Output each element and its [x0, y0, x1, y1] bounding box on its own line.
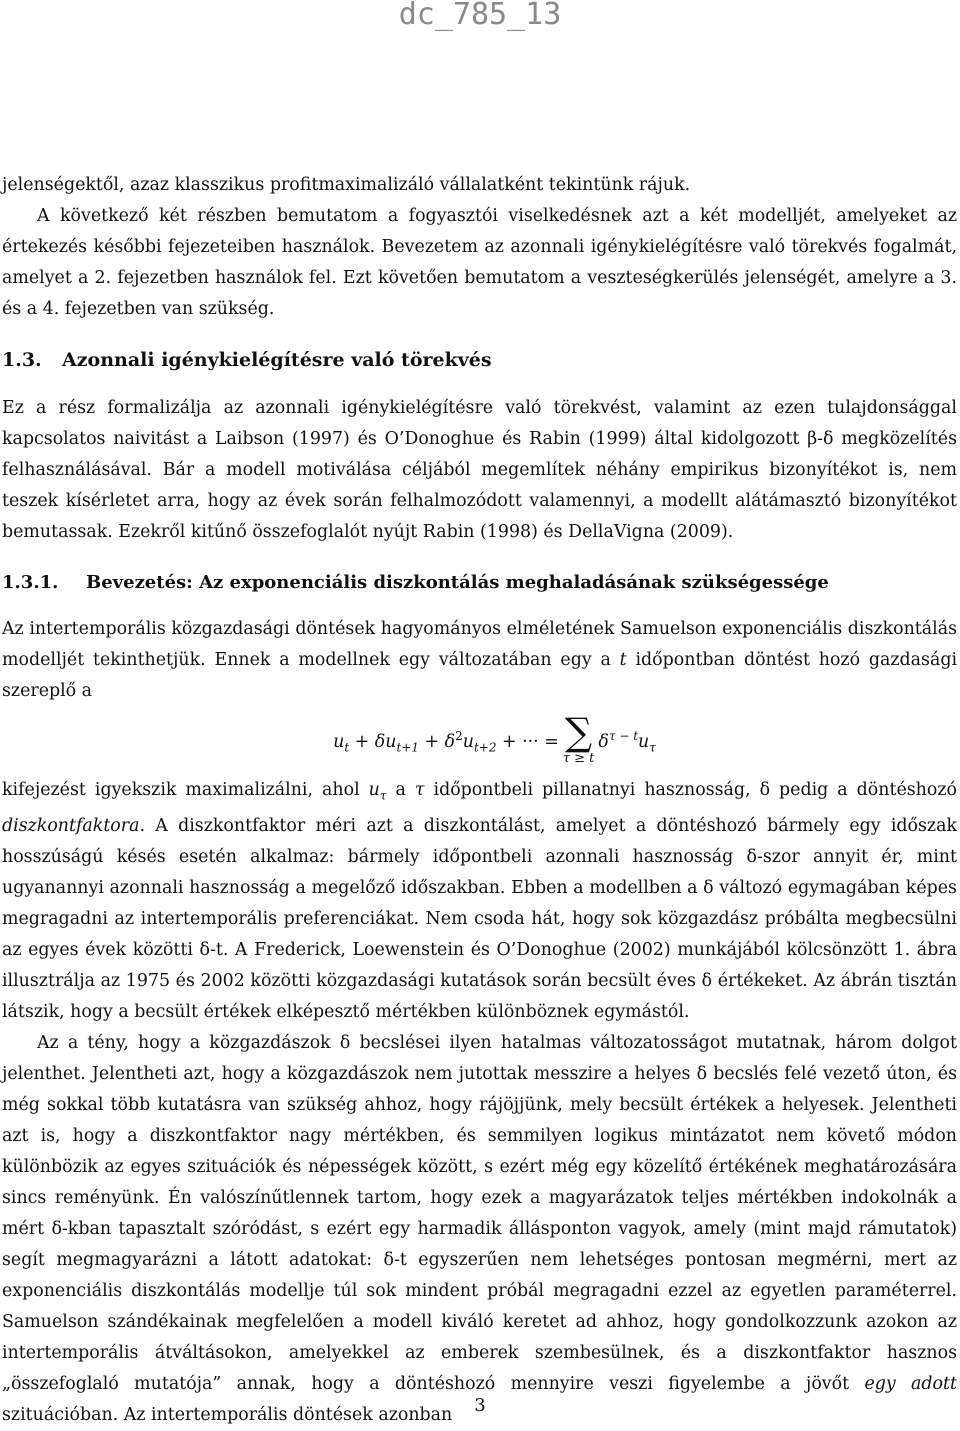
equation-explanation: kifejezést igyekszik maximalizálni, ahol $u_\tau$ a τ időpontbeli pillanatnyi hasznosság, δ pedig a döntéshozó diszkontfaktora. A diszkontfaktor méri azt a diszkontálást, amelyet a döntéshozó bármely egy időszak hosszúságú késés esetén alkalmaz: bármely időpontbeli azonnali hasznosság δ-szor annyit ér, mint ugyanannyi azonnali hasznosság a megelőző időszakban. Ebben a modellben a δ változó egymagában képes megragadni az intertemporális preferenciákat. Nem csoda hát, hogy sok közgazdász próbálta megbecsülni az egyes évek közötti δ-t. A Frederick, Loewenstein és O’Donoghue (2002) munkájából kölcsönzött 1. ábra illusztrálja az 1975 és 2002 közötti közgazdasági kutatások során becsült éves δ értékeket. Az ábrán tisztán látszik, hogy a becsült értékek elképesztő mértékben különböznek egymástól.	[2, 780, 957, 1023]
discounting-equation	[2, 710, 957, 775]
document-id-header: dc_785_13	[398, 0, 562, 32]
section-paragraph: Ez a rész formalizálja az azonnali igénykielégítésre való törekvést, valamint az ezen tulajdonsággal kapcsolatos naivitást a Laibson (1997) és O’Donoghue és Rabin (1999) által kidolgozott β-δ megközelítés felhasználásával. Bár a modell motiválása céljából megemlítek néhány empirikus bizonyítékot is, nem teszek kísérletet arra, hogy az évek során felhalmozódott valamennyi, a modellt alátámasztó bizonyítékot bemutassak. Ezekről kitűnő összefoglalót nyújt Rabin (1998) és DellaVigna (2009).	[2, 398, 957, 542]
subsection-heading	[2, 569, 957, 597]
summation-term: $\delta^{\tau - t}u_\tau$	[598, 729, 656, 755]
summation-subscript: τ ≥ t	[562, 751, 595, 766]
subsection-title: Bevezetés: Az exponenciális diszkontálás meghaladásának szükségessége	[86, 572, 829, 593]
closing-paragraph: Az a tény, hogy a közgazdászok δ becslései ilyen hatalmas változatosságot mutatnak, három dolgot jelenthet. Jelentheti azt, hogy a közgazdászok nem jutottak messzire a helyes δ becslés felé vezető úton, és még sokkal több kutatásra van szükség ahhoz, hogy rájöjjünk, mely becsült értékek a helyesek. Jelentheti azt is, hogy a diszkontfaktor nagy mértékben, és semmilyen logikus mintázatot nem követő módon különbözik az egyes szituációk és népességek között, s ezért még egy közelítő értékének meghatározására sincs reményünk. Én valószínűtlennek tartom, hogy ezek a magyarázatok teljes mértékben indokolnák a mért δ-kban tapasztalt szóródást, s ezért egy harmadik állásponton vagyok, amely (mint majd rámutatok) segít megmagyarázni a látott adatokat: δ-t egyszerűen nem lehetséges pontosan megmérni, mert az exponenciális diszkontálás modellje túl sok mindent próbál megragadni ezzel az egyetlen paraméterrel. Samuelson szándékainak megfelelően a modell kiváló keretet ad ahhoz, hogy gondolkozzunk azokon az intertemporális átváltásokon, amelyekkel az emberek szembesülnek, és a diszkontfaktor hasznos „összefoglaló mutatója” annak, hogy a döntéshozó mennyire veszi figyelembe a jövőt egy adott szituációban. Az intertemporális döntések azonban	[2, 1033, 957, 1426]
equation-body: $u_t + \delta u_{t+1} + \delta^2u_{t+2}$ + ··· =	[333, 729, 559, 755]
paragraph-continuation: jelenségektől, azaz klasszikus profitmaximalizáló vállalatként tekintünk rájuk.	[2, 175, 691, 195]
section-title: Azonnali igénykielégítésre való törekvés	[62, 349, 492, 371]
summation-sign: ∑ τ ≥ t	[562, 710, 595, 766]
section-heading	[2, 346, 957, 374]
paragraph-intro: A következő két részben bemutatom a fogyasztói viselkedésnek azt a két modelljét, amelyeket az értekezés későbbi fejezeteiben használok. Bevezetem az azonnali igénykielégítésre való törekvés fogalmát, amelyet a 2. fejezetben használok fel. Ezt követően bemutatom a veszteségkerülés jelenségét, amelyre a 3. és a 4. fejezetben van szükség.	[2, 206, 957, 319]
subsection-number: 1.3.1.	[2, 572, 59, 593]
page-number: 3	[474, 1395, 486, 1416]
page-body	[2, 170, 957, 1431]
subsection-intro: Az intertemporális közgazdasági döntések hagyományos elméletének Samuelson exponenciális diszkontálás modelljét tekinthetjük. Ennek a modellnek egy változatában egy a t időpontban döntést hozó gazdasági szereplő a	[2, 619, 958, 701]
section-number: 1.3.	[2, 349, 42, 371]
